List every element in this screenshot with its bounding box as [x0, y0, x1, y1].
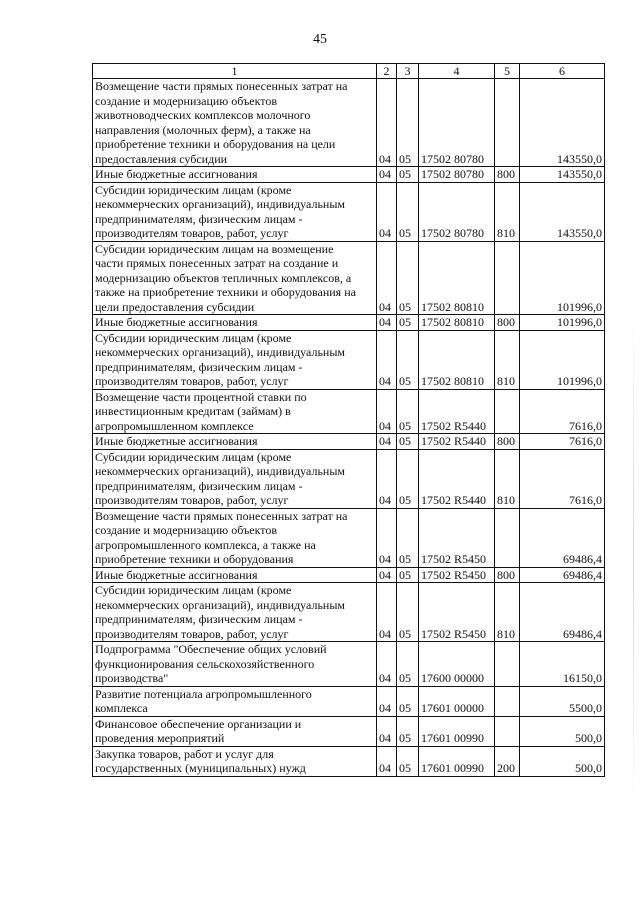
expense-type-code: 810 [495, 182, 520, 241]
description-line: Финансовое обеспечение организации и [95, 716, 302, 731]
amount-value: 101996,0 [520, 241, 605, 315]
description-line: комплекса [95, 701, 148, 715]
description-line: предпринимателям, физическим лицам - [95, 211, 303, 226]
section-code: 04 [377, 167, 397, 183]
amount-value: 69486,4 [520, 567, 605, 583]
target-article-code: 17502 R5440 [419, 434, 495, 450]
description-line: инвестиционным кредитам (займам) в [95, 404, 291, 418]
section-code: 04 [377, 79, 397, 167]
table-row [93, 686, 605, 716]
table-row [93, 79, 605, 167]
description-line: животноводческих комплексов молочного [95, 108, 311, 122]
table-row [93, 389, 605, 434]
column-header-target-code: 4 [419, 64, 495, 79]
description-line: некоммерческих организаций), индивидуальным [95, 597, 345, 612]
target-article-code: 17601 00990 [419, 746, 495, 776]
row-description [93, 182, 377, 241]
subsection-code: 05 [397, 716, 419, 746]
row-description [93, 330, 377, 389]
column-header-expense-type: 5 [495, 64, 520, 79]
description-line: государственных (муниципальных) нужд [95, 761, 306, 775]
subsection-code: 05 [397, 508, 419, 567]
description-line: Подпрограмма "Обеспечение общих условий [95, 642, 327, 656]
table-body [93, 79, 605, 777]
description-line: приобретение техники и оборудования [95, 552, 294, 566]
table-row [93, 167, 605, 183]
target-article-code: 17601 00990 [419, 716, 495, 746]
row-description [93, 642, 377, 687]
row-description [93, 508, 377, 567]
target-article-code: 17502 R5450 [419, 508, 495, 567]
description-line: некоммерческих организаций), индивидуальным [95, 464, 345, 478]
description-line: модернизацию объектов тепличных комплексов, а [95, 270, 352, 285]
expense-type-code [495, 389, 520, 434]
description-line: Возмещение части прямых понесенных затрат на [95, 508, 348, 523]
description-line: Иные бюджетные ассигнования [95, 167, 258, 181]
expense-type-code [495, 642, 520, 687]
table-row [93, 583, 605, 642]
section-code: 04 [377, 583, 397, 642]
subsection-code: 05 [397, 583, 419, 642]
expense-type-code: 800 [495, 434, 520, 450]
description-line: функционирования сельскохозяйственного [95, 656, 315, 671]
subsection-code: 05 [397, 686, 419, 716]
amount-value: 7616,0 [520, 389, 605, 434]
description-line: предоставления субсидии [95, 151, 228, 166]
target-article-code: 17600 00000 [419, 642, 495, 687]
description-line: производителям товаров, работ, услуг [95, 493, 289, 507]
target-article-code: 17502 80780 [419, 79, 495, 167]
expense-type-code: 800 [495, 567, 520, 583]
subsection-code: 05 [397, 330, 419, 389]
amount-value: 69486,4 [520, 583, 605, 642]
expense-type-code [495, 686, 520, 716]
subsection-code: 05 [397, 449, 419, 508]
budget-table [92, 63, 605, 777]
table-row [93, 241, 605, 315]
section-code: 04 [377, 642, 397, 687]
row-description [93, 389, 377, 434]
amount-value: 500,0 [520, 746, 605, 776]
subsection-code: 05 [397, 642, 419, 687]
table-row [93, 716, 605, 746]
description-line: производителям товаров, работ, услуг [95, 374, 289, 388]
target-article-code: 17502 80780 [419, 167, 495, 183]
amount-value: 101996,0 [520, 330, 605, 389]
description-line: Закупка товаров, работ и услуг для [95, 746, 274, 761]
amount-value: 143550,0 [520, 167, 605, 183]
expense-type-code [495, 79, 520, 167]
description-line: Субсидии юридическим лицам на возмещение [95, 241, 334, 256]
description-line: Иные бюджетные ассигнования [95, 315, 258, 329]
target-article-code: 17502 R5450 [419, 567, 495, 583]
table-row [93, 567, 605, 583]
row-description [93, 583, 377, 642]
column-header-section: 2 [377, 64, 397, 79]
expense-type-code [495, 716, 520, 746]
description-line: некоммерческих организаций), индивидуальным [95, 197, 345, 211]
row-description [93, 746, 377, 776]
description-line: Возмещение части прямых понесенных затрат на [95, 79, 348, 93]
scan-edge-shadow [633, 300, 634, 820]
amount-value: 69486,4 [520, 508, 605, 567]
expense-type-code: 810 [495, 330, 520, 389]
row-description [93, 567, 377, 583]
description-line: Субсидии юридическим лицам (кроме [95, 182, 292, 197]
description-line: Субсидии юридическим лицам (кроме [95, 583, 292, 597]
section-code: 04 [377, 567, 397, 583]
row-description [93, 434, 377, 450]
target-article-code: 17502 R5450 [419, 583, 495, 642]
amount-value: 101996,0 [520, 315, 605, 331]
description-line: Субсидии юридическим лицам (кроме [95, 449, 292, 464]
target-article-code: 17502 80810 [419, 241, 495, 315]
row-description [93, 315, 377, 331]
subsection-code: 05 [397, 167, 419, 183]
amount-value: 7616,0 [520, 449, 605, 508]
section-code: 04 [377, 330, 397, 389]
subsection-code: 05 [397, 434, 419, 450]
expense-type-code [495, 241, 520, 315]
amount-value: 143550,0 [520, 79, 605, 167]
expense-type-code: 810 [495, 449, 520, 508]
target-article-code: 17502 80780 [419, 182, 495, 241]
description-line: приобретение техники и оборудования на цели [95, 137, 336, 151]
description-line: Возмещение части процентной ставки по [95, 389, 307, 404]
amount-value: 16150,0 [520, 642, 605, 687]
description-line: Иные бюджетные ассигнования [95, 434, 258, 448]
section-code: 04 [377, 508, 397, 567]
description-line: предпринимателям, физическим лицам - [95, 478, 303, 493]
table-header-row [93, 64, 605, 79]
table-row [93, 746, 605, 776]
description-line: производителям товаров, работ, услуг [95, 226, 289, 240]
description-line: некоммерческих организаций), индивидуальным [95, 345, 345, 359]
expense-type-code: 200 [495, 746, 520, 776]
description-line: производства" [95, 671, 169, 685]
description-line: направления (молочных ферм), а также на [95, 122, 311, 137]
expense-type-code: 800 [495, 315, 520, 331]
subsection-code: 05 [397, 389, 419, 434]
description-line: предпринимателям, физическим лицам - [95, 612, 303, 626]
page-number: 45 [313, 32, 327, 47]
description-line: производителям товаров, работ, услуг [95, 626, 289, 641]
description-line: предпринимателям, физическим лицам - [95, 359, 303, 374]
expense-type-code: 810 [495, 583, 520, 642]
subsection-code: 05 [397, 182, 419, 241]
description-line: Развитие потенциала агропромышленного [95, 686, 312, 701]
target-article-code: 17502 80810 [419, 315, 495, 331]
table-row [93, 642, 605, 687]
amount-value: 500,0 [520, 716, 605, 746]
subsection-code: 05 [397, 79, 419, 167]
row-description [93, 449, 377, 508]
section-code: 04 [377, 389, 397, 434]
row-description [93, 241, 377, 315]
expense-type-code [495, 508, 520, 567]
description-line: цели предоставления субсидии [95, 299, 255, 314]
section-code: 04 [377, 241, 397, 315]
column-header-subsection: 3 [397, 64, 419, 79]
description-line: Субсидии юридическим лицам (кроме [95, 330, 292, 345]
section-code: 04 [377, 746, 397, 776]
row-description [93, 167, 377, 183]
table-row [93, 508, 605, 567]
row-description [93, 716, 377, 746]
description-line: агропромышленного комплекса, а также на [95, 537, 316, 552]
amount-value: 5500,0 [520, 686, 605, 716]
table-row [93, 449, 605, 508]
amount-value: 7616,0 [520, 434, 605, 450]
table-row [93, 330, 605, 389]
section-code: 04 [377, 449, 397, 508]
section-code: 04 [377, 315, 397, 331]
section-code: 04 [377, 182, 397, 241]
target-article-code: 17502 80810 [419, 330, 495, 389]
target-article-code: 17502 R5440 [419, 449, 495, 508]
description-line: создание и модернизацию объектов [95, 523, 278, 537]
section-code: 04 [377, 716, 397, 746]
column-header-name: 1 [93, 64, 377, 79]
row-description [93, 79, 377, 167]
column-header-amount: 6 [520, 64, 605, 79]
description-line: также на приобретение техники и оборудования на [95, 285, 356, 299]
subsection-code: 05 [397, 315, 419, 331]
table-row [93, 315, 605, 331]
table-row [93, 182, 605, 241]
description-line: создание и модернизацию объектов [95, 93, 278, 108]
description-line: части прямых понесенных затрат на создание и [95, 256, 339, 270]
description-line: агропромышленном комплексе [95, 418, 254, 433]
description-line: Иные бюджетные ассигнования [95, 567, 258, 582]
target-article-code: 17601 00000 [419, 686, 495, 716]
row-description [93, 686, 377, 716]
subsection-code: 05 [397, 746, 419, 776]
description-line: проведения мероприятий [95, 731, 225, 745]
expense-type-code: 800 [495, 167, 520, 183]
subsection-code: 05 [397, 241, 419, 315]
section-code: 04 [377, 686, 397, 716]
subsection-code: 05 [397, 567, 419, 583]
target-article-code: 17502 R5440 [419, 389, 495, 434]
table-row [93, 434, 605, 450]
amount-value: 143550,0 [520, 182, 605, 241]
section-code: 04 [377, 434, 397, 450]
